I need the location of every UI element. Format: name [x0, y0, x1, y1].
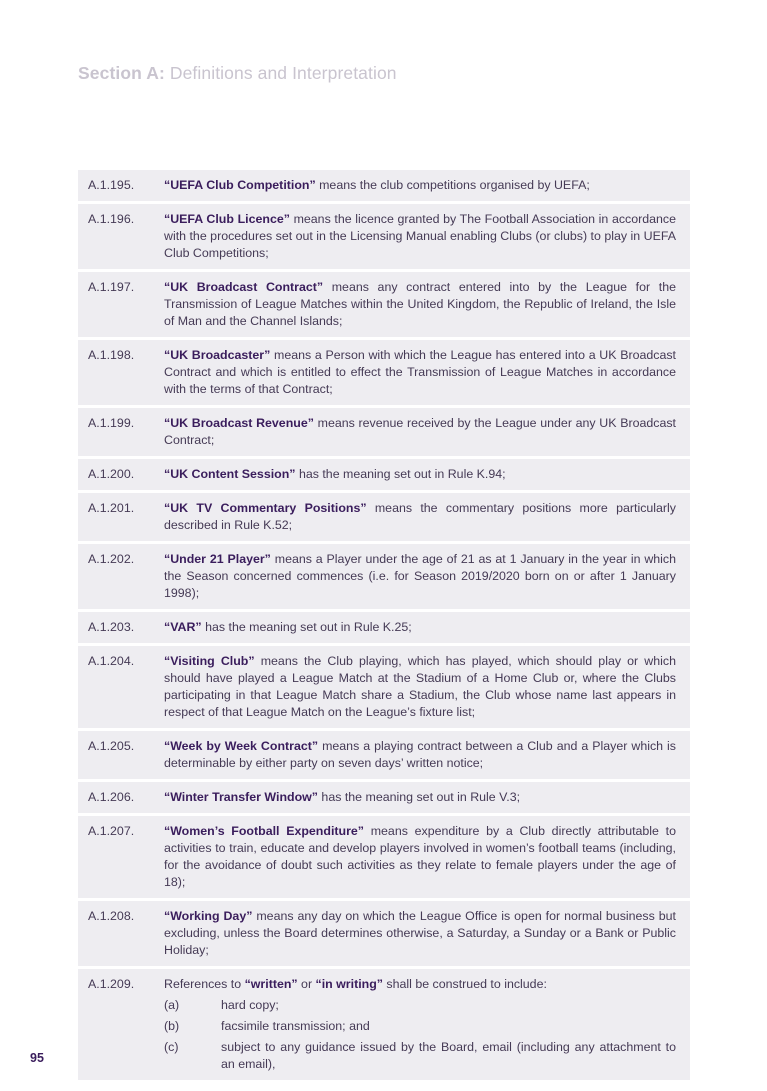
definition-body: means the licence granted by The Football Association in accordance with the procedures set out in the Licensing Manual enabling Clubs (or clubs) to play in UEFA Club Competitions; [164, 212, 676, 260]
defined-term: “UK Broadcast Contract” [164, 280, 324, 294]
definition-body: means a playing contract between a Club and a Player which is determinable by either party on seven days’ written notice; [164, 739, 676, 770]
definition-row [78, 612, 690, 643]
definitions-list [78, 170, 690, 1083]
defined-term: “UK Content Session” [164, 467, 296, 481]
section-heading: Definitions and Interpretation [169, 63, 397, 83]
sub-item-label: (c) [164, 1040, 179, 1054]
definition-number: A.1.205. [88, 739, 135, 753]
definition-row [78, 170, 690, 201]
definition-body: means the commentary positions more particularly described in Rule K.52; [164, 501, 677, 532]
definition-row [78, 544, 690, 609]
defined-term: “Visiting Club” [164, 654, 255, 668]
definition-text [164, 347, 676, 398]
section-label: Section A: [78, 63, 165, 83]
definition-body: means expenditure by a Club directly attributable to activities to train, educate and develop players involved in women’s football teams (including, for the avoidance of doubt such activities as they relate to female players under the age of 18); [164, 824, 676, 889]
sub-item-label: (a) [164, 998, 180, 1012]
definition-row [78, 816, 690, 898]
definition-number: A.1.195. [88, 178, 135, 192]
definition-number: A.1.208. [88, 909, 135, 923]
definition-text [164, 177, 676, 194]
definition-text [164, 500, 676, 534]
sub-item [164, 1039, 676, 1073]
definition-body: means a Person with which the League has entered into a UK Broadcast Contract and which is entitled to effect the Transmission of League Matches in accordance with the terms of that Contract; [164, 348, 676, 396]
sub-item-text: hard copy; [221, 998, 279, 1012]
definition-connector: or [297, 977, 316, 991]
sub-item-text: subject to any guidance issued by the Board, email (including any attachment to an email), [221, 1040, 676, 1071]
definition-text [164, 211, 676, 262]
definition-text [164, 823, 676, 891]
defined-term: “in writing” [315, 977, 383, 991]
defined-term: “Under 21 Player” [164, 552, 271, 566]
defined-term: “UK TV Commentary Positions” [164, 501, 367, 515]
sub-item-label: (b) [164, 1019, 180, 1033]
definition-number: A.1.202. [88, 552, 135, 566]
definition-row [78, 272, 690, 337]
definition-number: A.1.206. [88, 790, 135, 804]
definition-row [78, 969, 690, 1080]
definition-body: means any day on which the League Office is open for normal business but excluding, unless the Board determines otherwise, a Saturday, a Sunday or a Bank or Public Holiday; [164, 909, 676, 957]
defined-term: “UEFA Club Licence” [164, 212, 290, 226]
definition-body: means a Player under the age of 21 as at 1 January in the year in which the Season concerned commences (i.e. for Season 2019/2020 born on or after 1 January 1998); [164, 552, 676, 600]
definition-body: means revenue received by the League under any UK Broadcast Contract; [164, 416, 677, 447]
definition-number: A.1.209. [88, 977, 135, 991]
definition-text [164, 789, 676, 806]
definition-row [78, 340, 690, 405]
definition-row [78, 782, 690, 813]
definition-text [164, 551, 676, 602]
defined-term: “UEFA Club Competition” [164, 178, 316, 192]
definition-body: has the meaning set out in Rule K.94; [295, 467, 506, 481]
definition-intro: References to [164, 977, 245, 991]
definition-row [78, 731, 690, 779]
definition-row [78, 459, 690, 490]
definition-text [164, 976, 676, 1073]
definition-number: A.1.200. [88, 467, 135, 481]
definition-text [164, 738, 676, 772]
definition-body: has the meaning set out in Rule K.25; [201, 620, 412, 634]
defined-term: “VAR” [164, 620, 202, 634]
definition-text [164, 279, 676, 330]
sub-item [164, 997, 676, 1014]
definition-text [164, 653, 676, 721]
definition-body: means any contract entered into by the League for the Transmission of League Matches within the United Kingdom, the Republic of Ireland, the Isle of Man and the Channel Islands; [164, 280, 676, 328]
definition-row [78, 901, 690, 966]
definition-text [164, 415, 676, 449]
definition-number: A.1.197. [88, 280, 135, 294]
defined-term: “UK Broadcast Revenue” [164, 416, 314, 430]
sub-item [164, 1018, 676, 1035]
definition-text [164, 466, 676, 483]
definition-text [164, 619, 676, 636]
defined-term: “UK Broadcaster” [164, 348, 271, 362]
definition-number: A.1.198. [88, 348, 135, 362]
definition-row [78, 204, 690, 269]
definition-number: A.1.203. [88, 620, 135, 634]
defined-term: “Working Day” [164, 909, 253, 923]
definition-number: A.1.199. [88, 416, 135, 430]
defined-term: “Women’s Football Expenditure” [164, 824, 364, 838]
page-number: 95 [30, 1051, 44, 1065]
definition-row [78, 493, 690, 541]
defined-term: “Week by Week Contract” [164, 739, 319, 753]
definition-number: A.1.201. [88, 501, 135, 515]
definition-number: A.1.204. [88, 654, 135, 668]
defined-term: “Winter Transfer Window” [164, 790, 318, 804]
definition-number: A.1.207. [88, 824, 135, 838]
sub-item-text: facsimile transmission; and [221, 1019, 370, 1033]
definition-body: means the club competitions organised by UEFA; [315, 178, 590, 192]
defined-term: “written” [244, 977, 298, 991]
definition-body: has the meaning set out in Rule V.3; [317, 790, 521, 804]
definition-row [78, 646, 690, 728]
definition-number: A.1.196. [88, 212, 135, 226]
definition-row [78, 408, 690, 456]
definition-body: means the Club playing, which has played, which should play or which should have played a League Match at the Stadium of a Home Club or, where the Clubs participating in that League Match share a Stadium, the Club whose name last appears in respect of that League Match on the League’s fixture list; [164, 654, 676, 719]
definition-text [164, 908, 676, 959]
section-title [78, 63, 397, 84]
definition-outro: shall be construed to include: [382, 977, 547, 991]
